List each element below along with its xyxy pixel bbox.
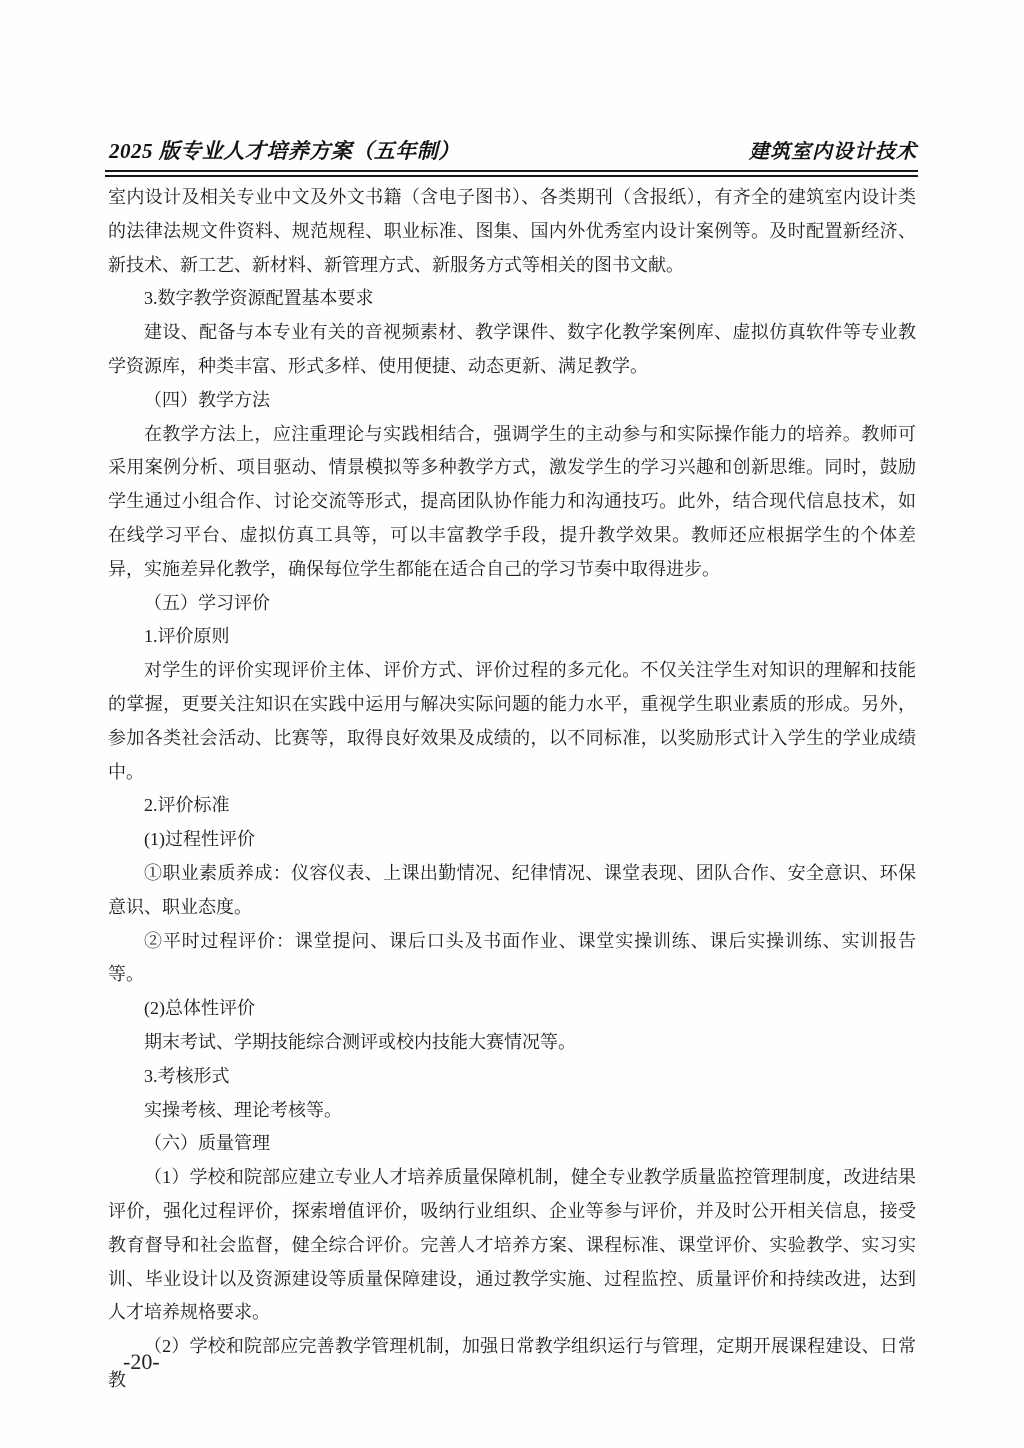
header-right-title: 建筑室内设计技术 xyxy=(749,141,917,163)
paragraph: 2.评价标准 xyxy=(144,795,230,816)
paragraph: （五）学习评价 xyxy=(144,592,270,613)
header-divider-rule xyxy=(105,170,918,177)
paragraph: 1.评价原则 xyxy=(144,626,230,647)
paragraph: 室内设计及相关专业中文及外文书籍（含电子图书）、各类期刊（含报纸），有齐全的建筑室内设计类的法律法规文件资料、规范规程、职业标准、图集、国内外优秀室内设计案例等。及时配置新经济、新技术、新工艺、新材料、新管理方式、新服务方式等相关的图书文献。 xyxy=(108,187,916,275)
paragraph: （四）教学方法 xyxy=(144,389,270,410)
header-left-title: 2025 版专业人才培养方案（五年制） xyxy=(109,139,460,163)
paragraph: （1）学校和院部应建立专业人才培养质量保障机制，健全专业教学质量监控管理制度，改进结果评价，强化过程评价，探索增值评价，吸纳行业组织、企业等参与评价，并及时公开相关信息，接受教育督导和社会监督，健全综合评价。完善人才培养方案、课程标准、课堂评价、实验教学、实习实训、毕业设计以及资源建设等质量保障建设，通过教学实施、过程监控、质量评价和持续改进，达到人才培养规格要求。 xyxy=(108,1167,916,1323)
paragraph: 建设、配备与本专业有关的音视频素材、教学课件、数字化教学案例库、虚拟仿真软件等专业教学资源库，种类丰富、形式多样、使用便捷、动态更新、满足教学。 xyxy=(108,322,916,376)
paragraph: ①职业素质养成：仪容仪表、上课出勤情况、纪律情况、课堂表现、团队合作、安全意识、环保意识、职业态度。 xyxy=(108,862,916,917)
paragraph: ②平时过程评价：课堂提问、课后口头及书面作业、课堂实操训练、课后实操训练、实训报告等。 xyxy=(108,930,916,985)
paragraph: 实操考核、理论考核等。 xyxy=(144,1099,342,1120)
paragraph: 对学生的评价实现评价主体、评价方式、评价过程的多元化。不仅关注学生对知识的理解和技能的掌握，更要关注知识在实践中运用与解决实际问题的能力水平，重视学生职业素质的形成。另外，参加各类社会活动、比赛等，取得良好效果及成绩的，以不同标准，以奖励形式计入学生的学业成绩中。 xyxy=(108,660,916,782)
page-header xyxy=(109,136,917,167)
paragraph: (1)过程性评价 xyxy=(144,829,255,850)
page-number: -20- xyxy=(123,1349,160,1374)
paragraph: （六）质量管理 xyxy=(144,1133,270,1154)
document-body xyxy=(108,181,916,1398)
paragraph: 3.数字教学资源配置基本要求 xyxy=(144,288,374,309)
paragraph: 3.考核形式 xyxy=(144,1065,230,1086)
paragraph: 在教学方法上，应注重理论与实践相结合，强调学生的主动参与和实际操作能力的培养。教师可采用案例分析、项目驱动、情景模拟等多种教学方式，激发学生的学习兴趣和创新思维。同时，鼓励学生通过小组合作、讨论交流等形式，提高团队协作能力和沟通技巧。此外，结合现代信息技术，如在线学习平台、虚拟仿真工具等，可以丰富教学手段，提升教学效果。教师还应根据学生的个体差异，实施差异化教学，确保每位学生都能在适合自己的学习节奏中取得进步。 xyxy=(108,423,916,579)
paragraph: 期末考试、学期技能综合测评或校内技能大赛情况等。 xyxy=(144,1031,576,1052)
paragraph: （2）学校和院部应完善教学管理机制，加强日常教学组织运行与管理，定期开展课程建设、日常教 xyxy=(108,1336,916,1390)
paragraph: (2)总体性评价 xyxy=(144,998,255,1019)
